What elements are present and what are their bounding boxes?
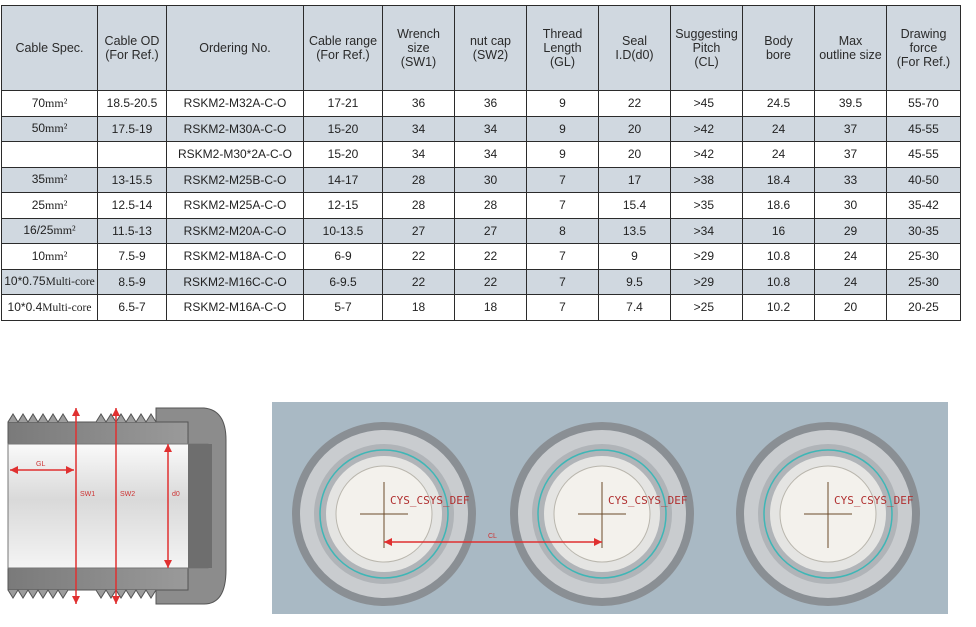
header-ordering-line: Ordering No. <box>199 41 271 55</box>
cell-bore: 10.8 <box>743 269 815 295</box>
cell-ordering: RSKM2-M30A-C-O <box>167 116 304 142</box>
cell-od: 8.5-9 <box>98 269 167 295</box>
cell-gl: 7 <box>527 193 599 219</box>
header-gl-line: Length <box>543 41 582 55</box>
header-range-line: Cable range <box>308 34 378 48</box>
header-sw2 <box>455 6 527 91</box>
pitch-drawing <box>272 402 948 614</box>
cell-ordering: RSKM2-M16A-C-O <box>167 295 304 321</box>
header-force-line: Drawing <box>900 27 947 41</box>
cell-ordering: RSKM2-M20A-C-O <box>167 218 304 244</box>
cell-force: 25-30 <box>887 244 961 270</box>
cable-spec-num: 16/25 <box>23 223 54 238</box>
cell-cl: >29 <box>671 244 743 270</box>
cell-od: 7.5-9 <box>98 244 167 270</box>
header-gl-line: (GL) <box>550 55 575 69</box>
cell-gl: 8 <box>527 218 599 244</box>
cell-ordering: RSKM2-M32A-C-O <box>167 91 304 117</box>
thread-bottom-2 <box>96 590 156 598</box>
cable-spec-num: 10*0.4 <box>7 299 43 314</box>
table-row <box>2 269 961 295</box>
cell-od <box>98 142 167 168</box>
cell-d0: 9.5 <box>599 269 671 295</box>
cell-bore: 18.4 <box>743 167 815 193</box>
cell-cl: >34 <box>671 218 743 244</box>
cable-spec-unit: mm² <box>45 121 68 136</box>
d0-label: d0 <box>172 491 180 498</box>
cell-cl: >45 <box>671 91 743 117</box>
cell-cable-spec <box>2 244 98 270</box>
table-row <box>2 244 961 270</box>
header-sw2-line: (SW2) <box>472 48 509 62</box>
cell-sw2: 30 <box>455 167 527 193</box>
cell-force: 45-55 <box>887 116 961 142</box>
header-spec-line: Cable Spec. <box>15 41 84 55</box>
cell-sw2: 36 <box>455 91 527 117</box>
cell-od: 13-15.5 <box>98 167 167 193</box>
cell-ordering: RSKM2-M16C-C-O <box>167 269 304 295</box>
cell-d0: 20 <box>599 142 671 168</box>
header-spec <box>2 6 98 91</box>
cell-d0: 13.5 <box>599 218 671 244</box>
cell-od: 18.5-20.5 <box>98 91 167 117</box>
header-sw1-line: size <box>407 41 430 55</box>
cell-range: 15-20 <box>304 116 383 142</box>
cell-sw1: 18 <box>383 295 455 321</box>
cell-cable-spec <box>2 116 98 142</box>
cell-cable-spec <box>2 167 98 193</box>
cell-sw1: 28 <box>383 167 455 193</box>
seal-end <box>188 444 212 568</box>
cell-sw1: 34 <box>383 142 455 168</box>
cell-cable-spec <box>2 295 98 321</box>
table-row <box>2 193 961 219</box>
cell-range: 6-9 <box>304 244 383 270</box>
cable-spec-note: Multi-core <box>42 301 92 314</box>
cell-sw1: 36 <box>383 91 455 117</box>
header-outline-line: outline size <box>819 48 882 62</box>
cell-gl: 9 <box>527 91 599 117</box>
thread-top <box>8 414 68 422</box>
cell-cl: >35 <box>671 193 743 219</box>
header-sw1 <box>383 6 455 91</box>
table-row <box>2 167 961 193</box>
cell-cl: >42 <box>671 116 743 142</box>
table-row <box>2 142 961 168</box>
cell-gl: 7 <box>527 269 599 295</box>
header-outline-line: Max <box>838 34 863 48</box>
header-od <box>98 6 167 91</box>
cell-sw2: 22 <box>455 269 527 295</box>
header-sw2-line: nut cap <box>469 34 511 48</box>
cell-bore: 10.8 <box>743 244 815 270</box>
header-bore-line: Body <box>764 34 793 48</box>
cable-spec-unit: mm² <box>45 172 68 187</box>
cell-gl: 9 <box>527 116 599 142</box>
cell-force: 35-42 <box>887 193 961 219</box>
cell-force: 45-55 <box>887 142 961 168</box>
header-d0-line: I.D(d0) <box>615 48 654 62</box>
cell-od: 12.5-14 <box>98 193 167 219</box>
cable-spec-num: 10*0.75 <box>4 274 46 289</box>
header-outline <box>815 6 887 91</box>
csys-label: CYS_CSYS_DEF <box>834 494 914 507</box>
csys-label: CYS_CSYS_DEF <box>390 494 470 507</box>
cable-spec-unit: mm² <box>45 197 68 212</box>
header-bore-line: bore <box>765 48 792 62</box>
cell-outline: 37 <box>815 142 887 168</box>
header-force-line: (For Ref.) <box>896 55 951 69</box>
cell-force: 30-35 <box>887 218 961 244</box>
cell-ordering: RSKM2-M25A-C-O <box>167 193 304 219</box>
thread-top-2 <box>96 414 156 422</box>
header-range-line: (For Ref.) <box>316 48 370 62</box>
cell-force: 40-50 <box>887 167 961 193</box>
cable-spec-unit: mm² <box>53 223 76 238</box>
cell-cl: >29 <box>671 269 743 295</box>
cl-label: CL <box>488 533 497 540</box>
cell-cable-spec <box>2 269 98 295</box>
cell-gl: 7 <box>527 167 599 193</box>
cell-outline: 20 <box>815 295 887 321</box>
cell-d0: 15.4 <box>599 193 671 219</box>
cell-range: 15-20 <box>304 142 383 168</box>
cell-sw2: 28 <box>455 193 527 219</box>
cable-spec-num: 50 <box>31 121 46 136</box>
cell-bore: 16 <box>743 218 815 244</box>
header-sw1-line: Wrench <box>397 27 440 41</box>
table-body <box>2 91 961 321</box>
header-range <box>304 6 383 91</box>
cell-range: 12-15 <box>304 193 383 219</box>
header-cl-line: Suggesting <box>675 27 738 41</box>
cell-bore: 10.2 <box>743 295 815 321</box>
cell-bore: 18.6 <box>743 193 815 219</box>
cell-ordering: RSKM2-M30*2A-C-O <box>167 142 304 168</box>
cable-spec-note: Multi-core <box>45 276 95 289</box>
cell-sw2: 27 <box>455 218 527 244</box>
cell-od: 6.5-7 <box>98 295 167 321</box>
cell-ordering: RSKM2-M25B-C-O <box>167 167 304 193</box>
cell-cable-spec <box>2 218 98 244</box>
header-ordering <box>167 6 304 91</box>
header-d0-line: Seal <box>621 34 648 48</box>
cell-sw1: 28 <box>383 193 455 219</box>
cell-sw1: 22 <box>383 244 455 270</box>
cell-cl: >42 <box>671 142 743 168</box>
cell-bore: 24 <box>743 142 815 168</box>
spec-table <box>1 5 961 321</box>
header-od-line: Cable OD <box>104 34 160 48</box>
header-gl-line: Thread <box>542 27 583 41</box>
header-gl <box>527 6 599 91</box>
cell-cable-spec <box>2 193 98 219</box>
cell-sw1: 34 <box>383 116 455 142</box>
cell-d0: 9 <box>599 244 671 270</box>
cell-sw2: 34 <box>455 142 527 168</box>
cell-range: 6-9.5 <box>304 269 383 295</box>
cell-sw2: 22 <box>455 244 527 270</box>
cell-range: 10-13.5 <box>304 218 383 244</box>
cell-sw2: 18 <box>455 295 527 321</box>
gl-label: GL <box>36 461 46 468</box>
cell-d0: 22 <box>599 91 671 117</box>
table-row <box>2 295 961 321</box>
cell-d0: 7.4 <box>599 295 671 321</box>
table-header-row <box>2 6 961 91</box>
cell-d0: 17 <box>599 167 671 193</box>
cell-outline: 30 <box>815 193 887 219</box>
cell-outline: 24 <box>815 244 887 270</box>
cell-cl: >25 <box>671 295 743 321</box>
cable-spec-num: 35 <box>31 172 46 187</box>
cell-outline: 33 <box>815 167 887 193</box>
header-force-line: force <box>909 41 938 55</box>
header-sw1-line: (SW1) <box>400 55 437 69</box>
cell-force: 55-70 <box>887 91 961 117</box>
table-row <box>2 116 961 142</box>
header-od-line: (For Ref.) <box>105 48 159 62</box>
cable-spec-unit: mm² <box>45 248 68 263</box>
cell-cl: >38 <box>671 167 743 193</box>
cell-d0: 20 <box>599 116 671 142</box>
cable-spec-num: 25 <box>31 197 46 212</box>
cell-force: 25-30 <box>887 269 961 295</box>
cell-range: 17-21 <box>304 91 383 117</box>
cell-outline: 24 <box>815 269 887 295</box>
cell-outline: 39.5 <box>815 91 887 117</box>
cell-range: 14-17 <box>304 167 383 193</box>
body-wall-top <box>8 422 188 444</box>
cell-gl: 7 <box>527 295 599 321</box>
table-row <box>2 218 961 244</box>
cell-range: 5-7 <box>304 295 383 321</box>
cell-od: 17.5-19 <box>98 116 167 142</box>
cell-sw1: 22 <box>383 269 455 295</box>
cell-cable-spec <box>2 142 98 168</box>
sw1-label: SW1 <box>80 491 96 498</box>
header-cl-line: (CL) <box>694 55 719 69</box>
sw2-label: SW2 <box>120 491 136 498</box>
header-force <box>887 6 961 91</box>
cell-od: 11.5-13 <box>98 218 167 244</box>
cell-ordering: RSKM2-M18A-C-O <box>167 244 304 270</box>
cable-spec-num: 70 <box>31 95 46 110</box>
header-d0 <box>599 6 671 91</box>
cell-force: 20-25 <box>887 295 961 321</box>
cell-bore: 24.5 <box>743 91 815 117</box>
cell-sw1: 27 <box>383 218 455 244</box>
cable-spec-num: 10 <box>31 248 46 263</box>
header-cl <box>671 6 743 91</box>
cell-outline: 29 <box>815 218 887 244</box>
body-wall-bottom <box>8 568 188 590</box>
gland-views <box>292 422 920 606</box>
cell-outline: 37 <box>815 116 887 142</box>
cell-gl: 7 <box>527 244 599 270</box>
cable-spec-unit: mm² <box>45 95 68 110</box>
cell-bore: 24 <box>743 116 815 142</box>
cell-gl: 9 <box>527 142 599 168</box>
csys-label: CYS_CSYS_DEF <box>608 494 688 507</box>
header-bore <box>743 6 815 91</box>
cell-sw2: 34 <box>455 116 527 142</box>
cell-cable-spec <box>2 91 98 117</box>
header-cl-line: Pitch <box>692 41 721 55</box>
table-row <box>2 91 961 117</box>
cross-section-drawing <box>6 400 228 612</box>
thread-bottom <box>8 590 68 598</box>
